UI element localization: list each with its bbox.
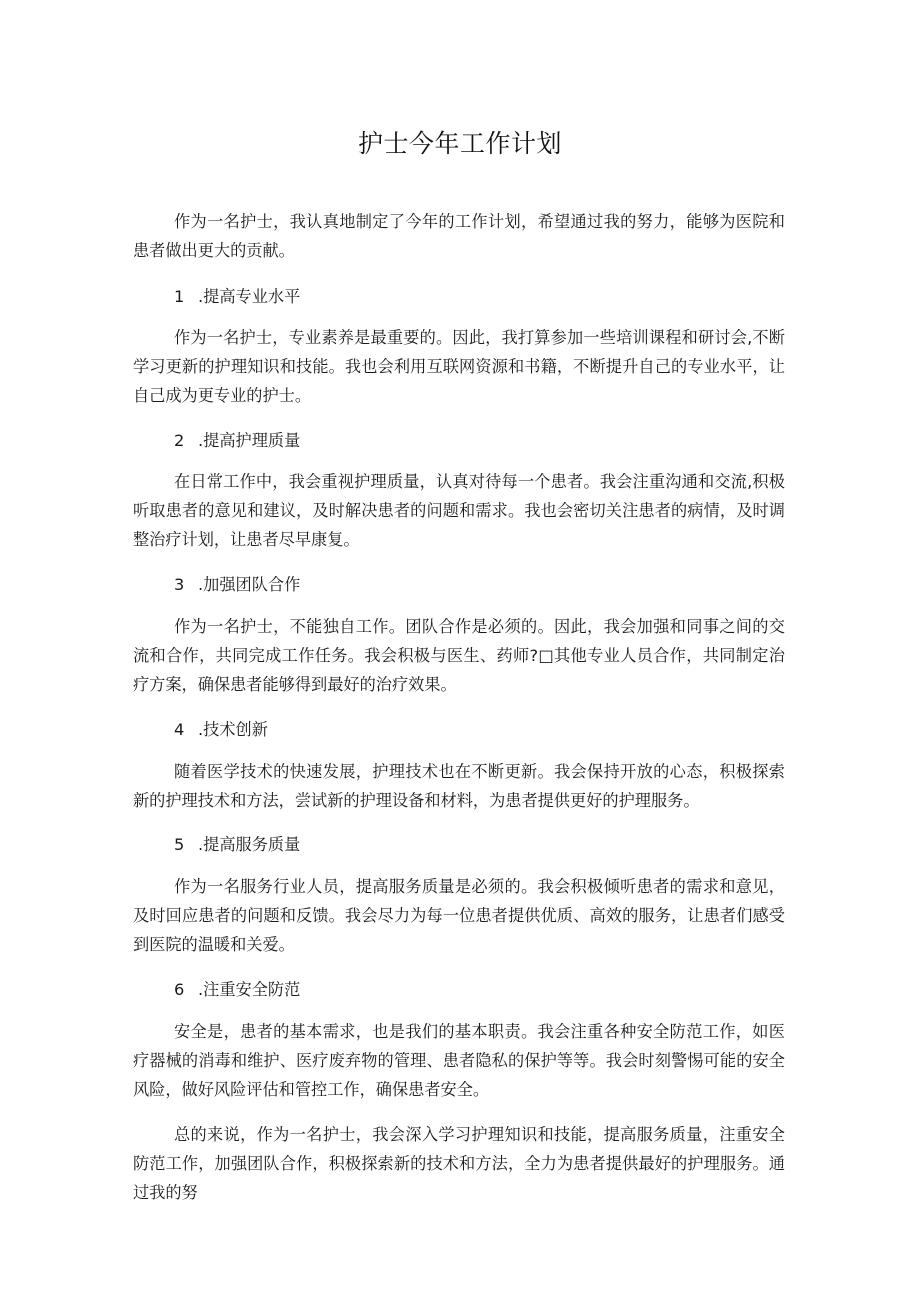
section-heading-4	[174, 715, 268, 744]
intro-paragraph: 作为一名护士，我认真地制定了今年的工作计划，希望通过我的努力，能够为医院和患者做出更大的贡献。	[133, 212, 785, 260]
section-heading-2	[174, 426, 300, 455]
section-paragraph-3: 作为一名护士，不能独自工作。团队合作是必须的。因此，我会加强和同事之间的交流和合作，共同完成工作任务。我会积极与医生、药师?□其他专业人员合作，共同制定治疗方案，确保患者能够得到最好的治疗效果。	[133, 617, 785, 694]
section-title-3: .加强团队合作	[198, 575, 301, 594]
section-title-1: .提高专业水平	[198, 287, 301, 306]
document-title: 护士今年工作计划	[357, 129, 562, 158]
section-number-5: 5	[174, 835, 185, 854]
section-title-5: .提高服务质量	[198, 835, 301, 854]
section-heading-6	[174, 975, 300, 1004]
section-paragraph-5: 作为一名服务行业人员，提高服务质量是必须的。我会积极倾听患者的需求和意见，及时回应患者的问题和反馈。我会尽力为每一位患者提供优质、高效的服务，让患者们感受到医院的温暖和关爱。	[133, 877, 785, 954]
section-number-1: 1	[174, 287, 185, 306]
section-paragraph-4: 随着医学技术的快速发展，护理技术也在不断更新。我会保持开放的心态，积极探索新的护理技术和方法，尝试新的护理设备和材料，为患者提供更好的护理服务。	[133, 762, 785, 810]
section-heading-5	[174, 830, 300, 859]
section-number-6: 6	[174, 980, 185, 999]
section-number-3: 3	[174, 575, 185, 594]
section-title-4: .技术创新	[198, 720, 268, 739]
section-paragraph-1: 作为一名护士，专业素养是最重要的。因此，我打算参加一些培训课程和研讨会,不断学习更新的护理知识和技能。我也会利用互联网资源和书籍，不断提升自己的专业水平，让自己成为更专业的护士。	[133, 328, 785, 405]
section-paragraph-6: 安全是，患者的基本需求，也是我们的基本职责。我会注重各种安全防范工作，如医疗器械的消毒和维护、医疗废弃物的管理、患者隐私的保护等等。我会时刻警惕可能的安全风险，做好风险评估和管控工作，确保患者安全。	[133, 1022, 785, 1099]
section-number-4: 4	[174, 720, 185, 739]
section-number-2: 2	[174, 431, 185, 450]
section-heading-3	[174, 570, 300, 599]
section-paragraph-2: 在日常工作中，我会重视护理质量，认真对待每一个患者。我会注重沟通和交流,积极听取患者的意见和建议，及时解决患者的问题和需求。我也会密切关注患者的病情，及时调整治疗计划，让患者尽早康复。	[133, 472, 785, 549]
section-heading-1	[174, 282, 300, 311]
section-title-2: .提高护理质量	[198, 431, 301, 450]
conclusion-paragraph: 总的来说，作为一名护士，我会深入学习护理知识和技能，提高服务质量，注重安全防范工作，加强团队合作，积极探索新的技术和方法，全力为患者提供最好的护理服务。通过我的努	[133, 1125, 785, 1202]
section-title-6: .注重安全防范	[198, 980, 301, 999]
